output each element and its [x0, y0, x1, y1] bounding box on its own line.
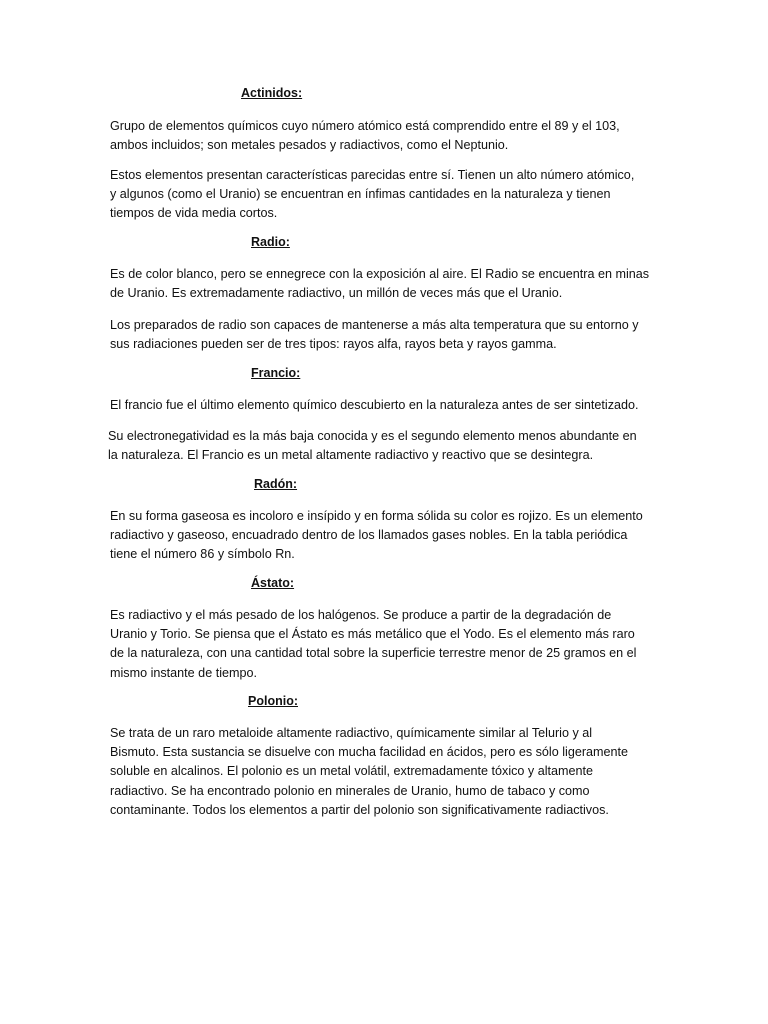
text-line: radiactivo. Se ha encontrado polonio en minerales de Uranio, humo de tabaco y como	[110, 783, 590, 798]
text-line: tiempos de vida media cortos.	[110, 206, 278, 221]
heading-astato: Ástato:	[251, 576, 295, 590]
text-line: Bismuto. Esta sustancia se disuelve con mucha facilidad en ácidos, pero es sólo ligeramente	[110, 745, 629, 760]
paragraph-actinidos-1	[110, 117, 670, 155]
text-line: Grupo de elementos químicos cuyo número atómico está comprendido entre el 89 y el 103,	[110, 119, 620, 133]
paragraph-actinidos-2	[110, 166, 670, 224]
paragraph-radio-2	[110, 316, 670, 354]
text-line: mismo instante de tiempo.	[110, 665, 257, 680]
heading-radio: Radio:	[251, 235, 290, 249]
text-line: Es de color blanco, pero se ennegrece con la exposición al aire. El Radio se encuentra en minas	[110, 267, 650, 281]
paragraph-radio-1	[110, 265, 670, 303]
text-line: Uranio y Torio. Se piensa que el Ástato es más metálico que el Yodo. Es el elemento más raro	[110, 627, 635, 642]
text-line: radiactivo y gaseoso, encuadrado dentro de los llamados gases nobles. En la tabla periódica	[110, 528, 628, 543]
text-line: sus radiaciones pueden ser de tres tipos: rayos alfa, rayos beta y rayos gamma.	[110, 337, 557, 352]
heading-francio: Francio:	[251, 366, 301, 380]
text-line: tiene el número 86 y símbolo Rn.	[110, 547, 295, 562]
text-line: ambos incluidos; son metales pesados y radiactivos, como el Neptunio.	[110, 138, 509, 153]
heading-radon: Radón:	[254, 477, 298, 491]
text-line: En su forma gaseosa es incoloro e insípido y en forma sólida su color es rojizo. Es un elemento	[110, 509, 643, 523]
text-line: y algunos (como el Uranio) se encuentran en ínfimas cantidades en la naturaleza y tienen	[110, 187, 611, 202]
text-line: la naturaleza. El Francio es un metal altamente radiactivo y reactivo que se desintegra.	[108, 448, 594, 463]
paragraph-francio-1	[110, 396, 670, 415]
text-line: de la naturaleza, con una cantidad total sobre la superficie terrestre menor de 25 gramos en el	[110, 646, 637, 661]
paragraph-astato-1	[110, 606, 670, 683]
text-line: soluble en alcalinos. El polonio es un metal volátil, extremadamente tóxico y altamente	[110, 764, 594, 779]
text-line: contaminante. Todos los elementos a partir del polonio son significativamente radiactivos.	[110, 802, 609, 817]
text-line: Es radiactivo y el más pesado de los halógenos. Se produce a partir de la degradación de	[110, 608, 612, 622]
text-line: El francio fue el último elemento químico descubierto en la naturaleza antes de ser sintetizado.	[110, 398, 639, 412]
paragraph-radon-1	[110, 507, 670, 565]
text-line: Su electronegatividad es la más baja conocida y es el segundo elemento menos abundante en	[108, 429, 637, 443]
paragraph-polonio-1	[110, 724, 670, 820]
text-line: de Uranio. Es extremadamente radiactivo, un millón de veces más que el Uranio.	[110, 286, 563, 301]
text-line: Se trata de un raro metaloide altamente radiactivo, químicamente similar al Telurio y al	[110, 726, 593, 740]
heading-actinidos: Actinidos:	[241, 86, 303, 100]
heading-polonio: Polonio:	[248, 694, 298, 708]
text-line: Los preparados de radio son capaces de mantenerse a más alta temperatura que su entorno y	[110, 318, 639, 332]
paragraph-francio-2	[108, 427, 668, 465]
text-line: Estos elementos presentan características parecidas entre sí. Tienen un alto número atómico,	[110, 168, 635, 182]
